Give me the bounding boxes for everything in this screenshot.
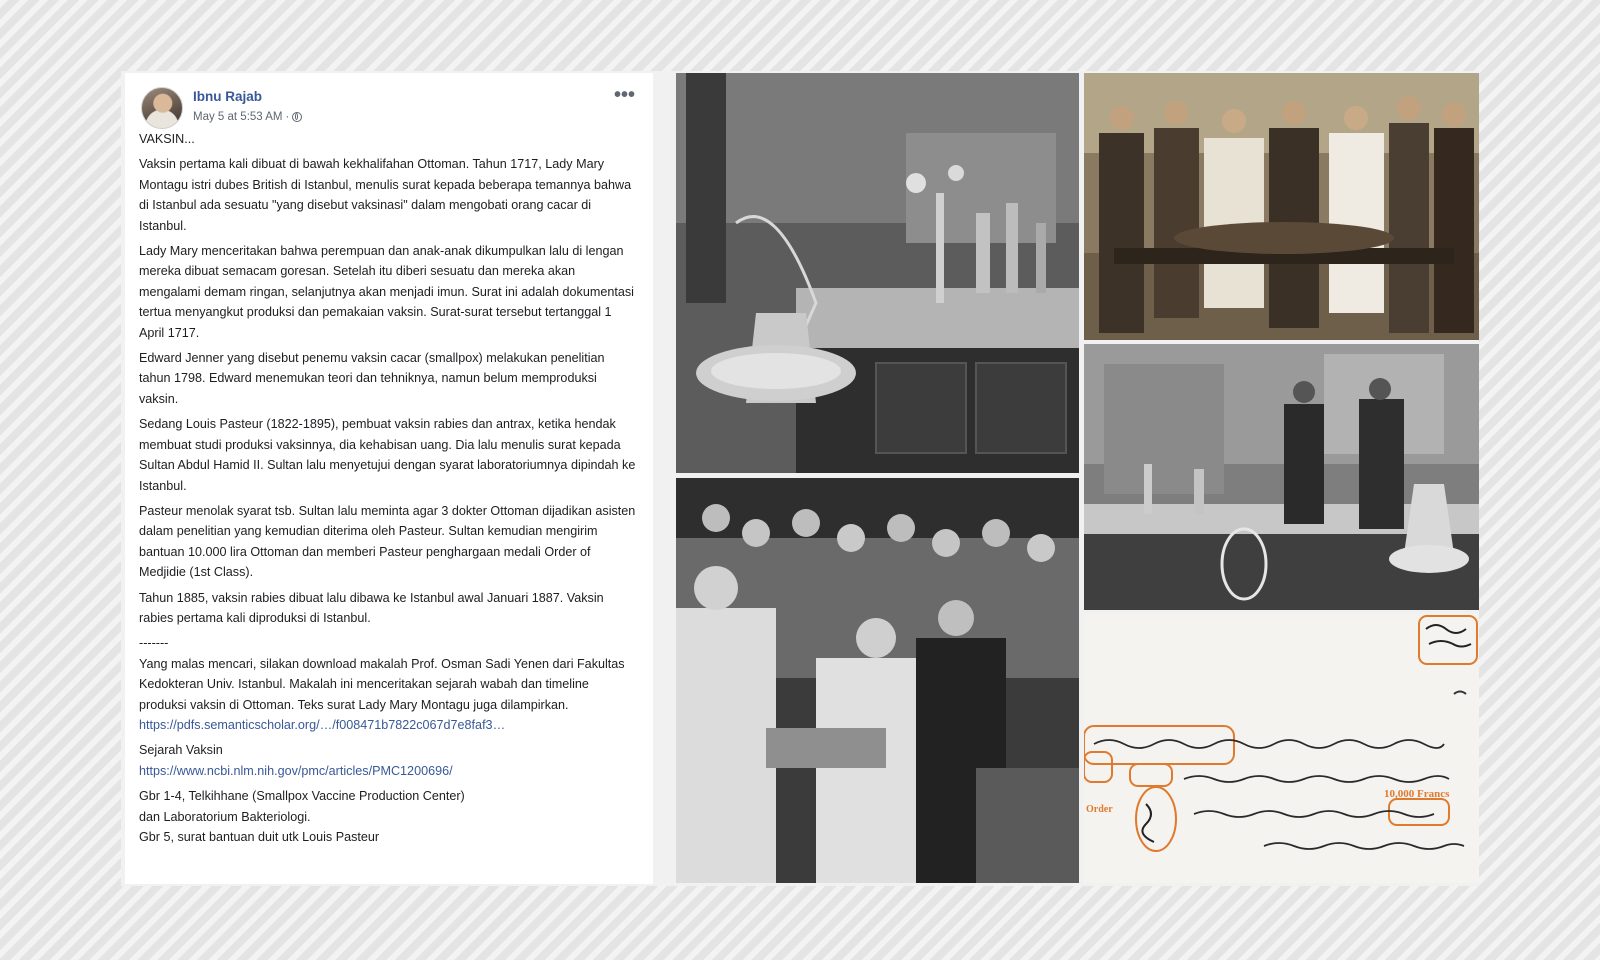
post-heading: VAKSIN...	[139, 132, 195, 146]
caption-line: dan Laboratorium Bakteriologi.	[139, 809, 311, 824]
lab-photo-1[interactable]	[676, 73, 1079, 473]
download-note: Yang malas mencari, silakan download makalah Prof. Osman Sadi Yenen dari Fakultas Kedokteran Univ. Istanbul. Makalah ini menceritakan sejarah wabah dan timeline produksi vaksin di Ottoman. Teks surat Lady Mary Montagu juga dilampirkan.	[139, 656, 625, 712]
globe-icon	[292, 112, 302, 122]
annotation-francs: 10,000 Francs	[1384, 788, 1450, 800]
author-name[interactable]: Ibnu Rajab	[193, 89, 263, 104]
post-paragraph: Sedang Louis Pasteur (1822-1895), pembuat vaksin rabies dan antrax, ketika hendak membuat studi produksi vaksinnya, dia kehabisan uang. Dia lalu menulis surat kepada Sultan Abdul Hamid II. Sultan lalu menyetujui dengan syarat laboratoriumnya dipindah ke Istanbul.	[139, 417, 636, 493]
post-timestamp[interactable]: May 5 at 5:53 AM	[193, 111, 283, 123]
post-paragraph: Edward Jenner yang disebut penemu vaksin cacar (smallpox) melakukan penelitian tahun 1798. Edward menemukan teori dan tehniknya, namun belum memproduksi vaksin.	[139, 351, 605, 406]
post-paragraph: Pasteur menolak syarat tsb. Sultan lalu meminta agar 3 dokter Ottoman dijadikan asisten dalam penelitian yang kemudian diterima oleh Pasteur. Sultan kemudian mengirim bantuan 10.000 lira Ottoman dan memberi Pasteur penghargaan medali Order of Medjidie (1st Class).	[139, 503, 636, 580]
caption-line: Gbr 1-4, Telkihhane (Smallpox Vaccine Production Center)	[139, 789, 465, 804]
semanticscholar-link[interactable]: https://pdfs.semanticscholar.org/…/f008471b7822c067d7e8faf3…	[139, 717, 506, 732]
crowd-photo-image	[676, 478, 1079, 883]
post-paragraph: Tahun 1885, vaksin rabies dibuat lalu dibawa ke Istanbul awal Januari 1887. Vaksin rabies pertama kali diproduksi di Istanbul.	[139, 590, 604, 625]
crowd-photo[interactable]	[676, 478, 1079, 883]
lab-photo-2[interactable]	[1084, 344, 1479, 610]
post-paragraph: Lady Mary menceritakan bahwa perempuan dan anak-anak dikumpulkan lalu di lengan mereka dibuat semacam goresan. Setelah itu diberi sesuatu dan mereka akan mengalami demam ringan, selanjutnya akan menjadi imun. Surat ini adalah dokumentasi tertua menyangkut produksi dan pemakaian vaksin. Surat-surat tersebut tertanggal 1 April 1717.	[139, 244, 634, 340]
post-meta	[193, 110, 302, 124]
annotation-order: Order	[1086, 804, 1113, 815]
ottoman-letter-image	[1084, 614, 1479, 883]
meta-separator: ·	[285, 111, 290, 123]
ncbi-link[interactable]: https://www.ncbi.nlm.nih.gov/pmc/articles/PMC1200696/	[139, 763, 453, 778]
avatar[interactable]	[141, 87, 183, 129]
lab-photo-2-image	[1084, 344, 1479, 610]
group-photo-image	[1084, 73, 1479, 340]
lab-photo-1-image	[676, 73, 1079, 473]
post-body	[137, 129, 639, 847]
post-paragraph: Vaksin pertama kali dibuat di bawah kekhalifahan Ottoman. Tahun 1717, Lady Mary Montagu istri dubes British di Istanbul, menulis surat kepada beberapa temannya bahwa di Istanbul ada sesuatu "yang disebut vaksinasi" dalam mengobati orang cacar di Istanbul.	[139, 157, 632, 233]
history-label: Sejarah Vaksin	[139, 743, 223, 758]
caption-line: Gbr 5, surat bantuan duit utk Louis Pasteur	[139, 830, 380, 844]
more-options-icon[interactable]: •••	[613, 84, 635, 106]
post-header	[137, 83, 639, 129]
group-photo[interactable]	[1084, 73, 1479, 340]
ottoman-letter[interactable]	[1084, 614, 1479, 883]
divider-text: -------	[139, 636, 169, 651]
facebook-post	[125, 73, 653, 884]
